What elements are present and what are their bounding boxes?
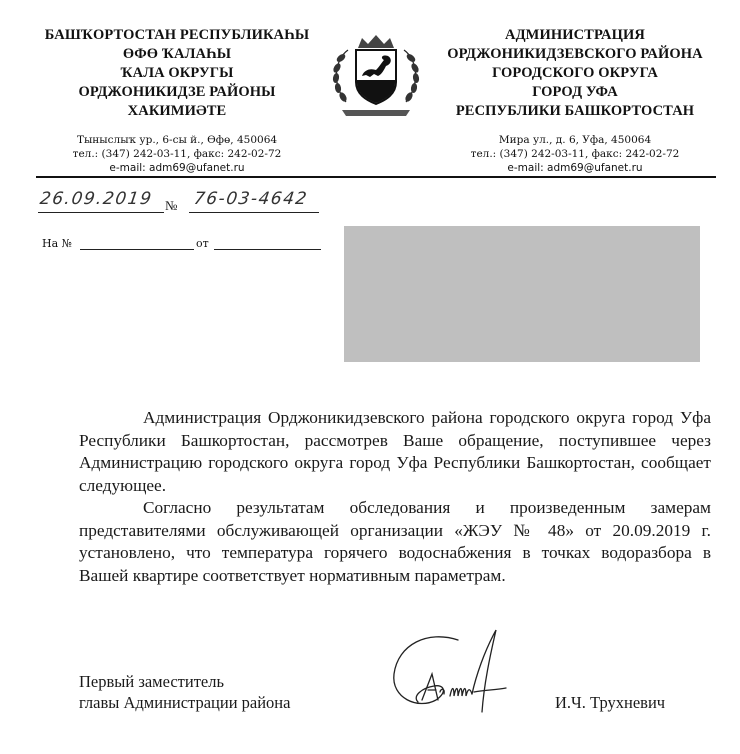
header-left-line: БАШҠОРТОСТАН РЕСПУБЛИКАҺЫ [44, 27, 310, 43]
outgoing-date: 26.09.2019 [38, 189, 154, 209]
signatory-name: И.Ч. Трухневич [555, 693, 666, 712]
header-right-line: ГОРОДСКОГО ОКРУГА [492, 65, 658, 81]
incoming-date-field [214, 249, 321, 250]
handwritten-signature-icon [388, 626, 524, 722]
header-right-email: e-mail: adm69@ufanet.ru [507, 162, 643, 174]
header-left-phone: тел.: (347) 242-03-11, факс: 242-02-72 [72, 148, 282, 160]
header-right-line: ОРДЖОНИКИДЗЕВСКОГО РАЙОНА [447, 46, 703, 62]
header-left-email: e-mail: adm69@ufanet.ru [109, 162, 245, 174]
header-left-line: ОРДЖОНИКИДЗЕ РАЙОНЫ [78, 84, 276, 100]
incoming-number-label: На № [42, 237, 73, 250]
signatory-position-line: Первый заместитель [79, 672, 224, 691]
header-left-title [14, 26, 340, 121]
body-paragraph: Администрация Орджоникидзевского района городского округа город Уфа Республики Башкортостан, рассмотрев Ваше обращение, поступившее через Администрацию городского округа город Уфа Республики Башкортостан, сообщает следующее. [79, 408, 711, 495]
header-right-line: ГОРОД УФА [532, 84, 618, 100]
outgoing-date-underline [38, 212, 164, 213]
body-paragraph: Согласно результатам обследования и произведенным замерам представителями обслуживающей организации «ЖЭУ № 48» от 20.09.2019 г. установлено, что температура горячего водоснабжения в точках водоразбора в Вашей квартире соответствует нормативным параметрам. [79, 498, 711, 585]
header-left-line: ӨФӨ ҠАЛАҺЫ [122, 46, 232, 62]
redacted-addressee-block [344, 226, 700, 362]
header-right-title [424, 26, 726, 121]
header-right-line: АДМИНИСТРАЦИЯ [505, 27, 645, 43]
header-left-line: ҠАЛА ОКРУГЫ [120, 65, 234, 81]
header-left-line: ХАКИМИӘТЕ [127, 103, 227, 119]
incoming-number-field [80, 249, 194, 250]
outgoing-number: 76-03-4642 [192, 189, 310, 209]
incoming-date-label: от [196, 237, 209, 250]
header-right-address: Мира ул., д. 6, Уфа, 450064 [498, 134, 652, 146]
letter-body [79, 407, 711, 587]
header-left-contacts [14, 133, 340, 175]
ufa-coat-of-arms-icon [328, 30, 424, 120]
header-right-phone: тел.: (347) 242-03-11, факс: 242-02-72 [470, 148, 680, 160]
outgoing-number-underline [189, 212, 319, 213]
outgoing-number-label: № [165, 198, 178, 213]
header-right-line: РЕСПУБЛИКИ БАШКОРТОСТАН [455, 103, 695, 119]
signatory-position [79, 671, 290, 713]
header-right-contacts [424, 133, 726, 175]
header-divider [36, 176, 716, 178]
signatory-position-line: главы Администрации района [79, 693, 291, 712]
header-left-address: Тыныслыҡ ур., 6-сы й., Өфө, 450064 [76, 134, 278, 146]
